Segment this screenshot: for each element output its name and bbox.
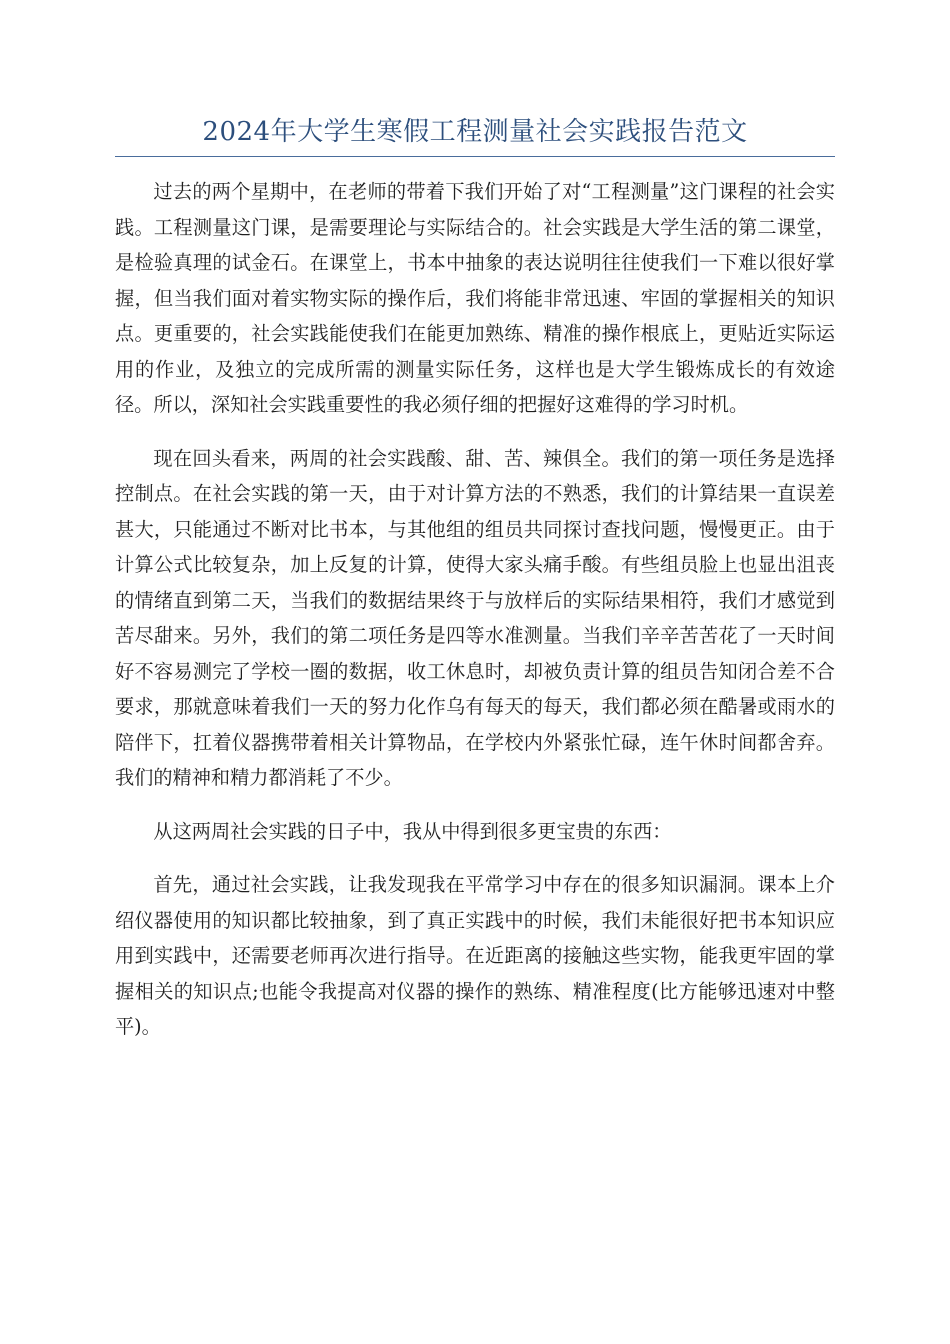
paragraph-4: 首先，通过社会实践，让我发现我在平常学习中存在的很多知识漏洞。课本上介绍仪器使用的知识都比较抽象，到了真正实践中的时候，我们未能很好把书本知识应用到实践中，还需要老师再次进行指导。在近距离的接触这些实物，能我更牢固的掌握相关的知识点;也能令我提高对仪器的操作的熟练、精准程度(比方能够迅速对中整平)。 [115, 873, 835, 1038]
title-block [115, 112, 835, 157]
paragraph-3: 从这两周社会实践的日子中，我从中得到很多更宝贵的东西： [153, 819, 672, 843]
paragraph-1: 过去的两个星期中，在老师的带着下我们开始了对“工程测量”这门课程的社会实践。工程测量这门课，是需要理论与实际结合的。社会实践是大学生活的第二课堂，是检验真理的试金石。在课堂上，书本中抽象的表达说明往往使我们一下难以很好掌握，但当我们面对着实物实际的操作后，我们将能非常迅速、牢固的掌握相关的知识点。更重要的，社会实践能使我们在能更加熟练、精准的操作根底上，更贴近实际运用的作业，及独立的完成所需的测量实际任务，这样也是大学生锻炼成长的有效途径。所以，深知社会实践重要性的我必须仔细的把握好这难得的学习时机。 [115, 180, 835, 416]
document-title: 2024年大学生寒假工程测量社会实践报告范文 [202, 117, 748, 147]
document-body [115, 174, 835, 1063]
paragraph-2: 现在回头看来，两周的社会实践酸、甜、苦、辣俱全。我们的第一项任务是选择控制点。在社会实践的第一天，由于对计算方法的不熟悉，我们的计算结果一直误差甚大，只能通过不断对比书本，与其他组的组员共同探讨查找问题，慢慢更正。由于计算公式比较复杂，加上反复的计算，使得大家头痛手酸。有些组员脸上也显出沮丧的情绪直到第二天，当我们的数据结果终于与放样后的实际结果相符，我们才感觉到苦尽甜来。另外，我们的第二项任务是四等水准测量。当我们辛辛苦苦花了一天时间好不容易测完了学校一圈的数据，收工休息时，却被负责计算的组员告知闭合差不合要求，那就意味着我们一天的努力化作乌有每天的每天，我们都必须在酷暑或雨水的陪伴下，扛着仪器携带着相关计算物品，在学校内外紧张忙碌，连午休时间都舍弃。我们的精神和精力都消耗了不少。 [115, 446, 835, 789]
